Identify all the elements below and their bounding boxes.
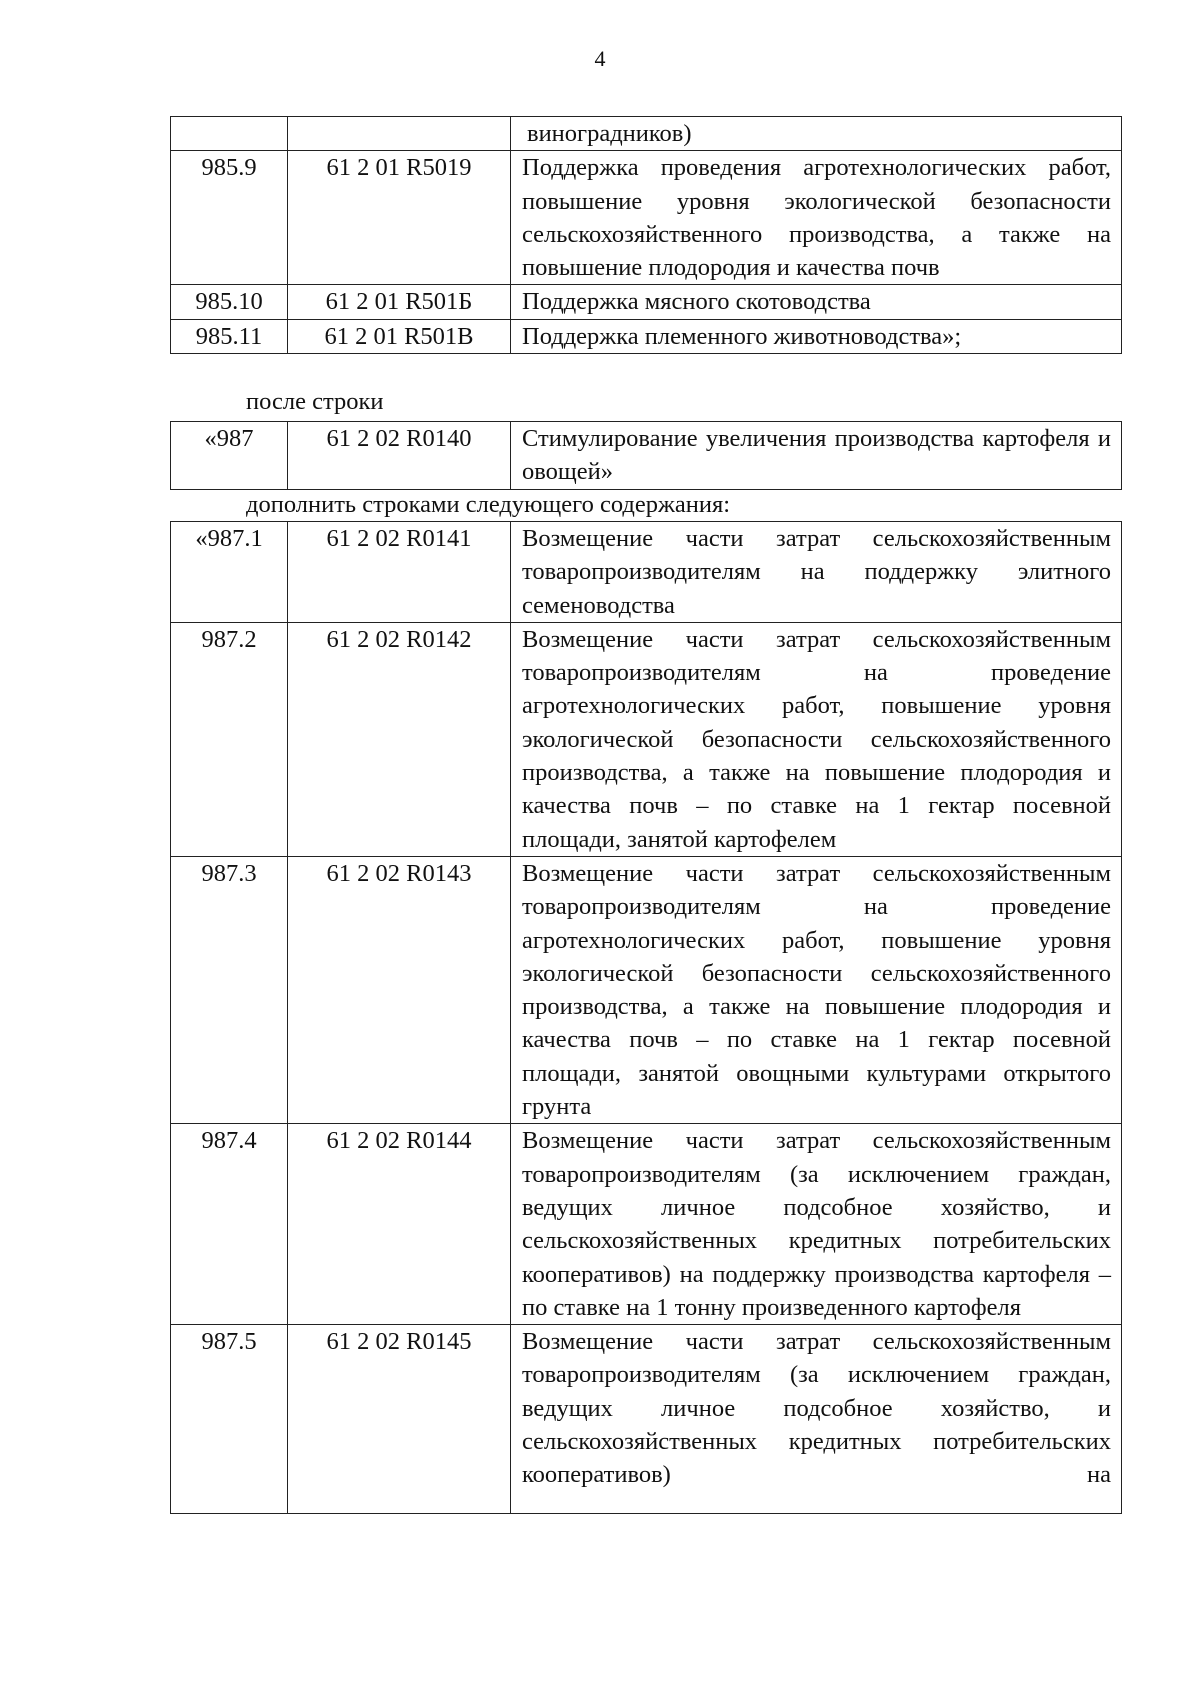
table-row: [171, 285, 1122, 319]
row-description: Возмещение части затрат сельскохозяйственным товаропроизводителям на проведение агротехнологических работ, повышение уровня экологической безопасности сельскохозяйственного производства, а также на повышение плодородия и качества почв – по ставке на 1 гектар посевной площади, занятой картофелем: [511, 622, 1122, 856]
row-description: Поддержка племенного животноводства»;: [511, 319, 1122, 353]
budget-code: 61 2 01 R501Б: [288, 285, 511, 319]
table-row: [171, 422, 1122, 490]
budget-code: 61 2 01 R5019: [288, 151, 511, 285]
table-row: [171, 856, 1122, 1123]
row-description: Возмещение части затрат сельскохозяйственным товаропроизводителям на проведение агротехнологических работ, повышение уровня экологической безопасности сельскохозяйственного производства, а также на повышение плодородия и качества почв – по ставке на 1 гектар посевной площади, занятой овощными культурами открытого грунта: [511, 856, 1122, 1123]
table-row: [171, 1124, 1122, 1325]
row-number: 987.2: [171, 622, 288, 856]
table-row: [171, 151, 1122, 285]
budget-code: 61 2 02 R0144: [288, 1124, 511, 1325]
row-description: Возмещение части затрат сельскохозяйственным товаропроизводителям (за исключением граждан, ведущих личное подсобное хозяйство, и сельскохозяйственных кредитных потребительских кооперативов) на: [511, 1325, 1122, 1514]
budget-code: 61 2 01 R501В: [288, 319, 511, 353]
row-description: Возмещение части затрат сельскохозяйственным товаропроизводителям на поддержку элитного семеноводства: [511, 522, 1122, 623]
row-number: 985.9: [171, 151, 288, 285]
row-description: Стимулирование увеличения производства картофеля и овощей»: [511, 422, 1122, 490]
row-number: 985.10: [171, 285, 288, 319]
budget-codes-table-continued: [170, 116, 1122, 354]
instruction-add-rows: дополнить строками следующего содержания:: [246, 491, 731, 518]
new-rows-table: [170, 521, 1122, 1514]
budget-code: 61 2 02 R0142: [288, 622, 511, 856]
row-number: 985.11: [171, 319, 288, 353]
budget-code: 61 2 02 R0145: [288, 1325, 511, 1514]
page-number: 4: [594, 46, 606, 71]
budget-code: [288, 117, 511, 151]
row-description: Поддержка мясного скотоводства: [511, 285, 1122, 319]
row-number: 987.4: [171, 1124, 288, 1325]
budget-code: 61 2 02 R0141: [288, 522, 511, 623]
reference-row-table: [170, 421, 1122, 490]
row-number: «987: [171, 422, 288, 490]
row-description: виноградников): [511, 117, 1122, 151]
row-number: 987.3: [171, 856, 288, 1123]
row-number: 987.5: [171, 1325, 288, 1514]
table-row: [171, 319, 1122, 353]
table-row: [171, 522, 1122, 623]
table-row: [171, 1325, 1122, 1514]
table-row: [171, 622, 1122, 856]
budget-code: 61 2 02 R0143: [288, 856, 511, 1123]
row-number: [171, 117, 288, 151]
table-row: [171, 117, 1122, 151]
row-description: Возмещение части затрат сельскохозяйственным товаропроизводителям (за исключением граждан, ведущих личное подсобное хозяйство, и сельскохозяйственных кредитных потребительских кооперативов) на поддержку производства картофеля – по ставке на 1 тонну произведенного картофеля: [511, 1124, 1122, 1325]
row-number: «987.1: [171, 522, 288, 623]
row-description: Поддержка проведения агротехнологических работ, повышение уровня экологической безопасности сельскохозяйственного производства, а также на повышение плодородия и качества почв: [511, 151, 1122, 285]
budget-code: 61 2 02 R0140: [288, 422, 511, 490]
instruction-after-row: после строки: [246, 388, 384, 415]
